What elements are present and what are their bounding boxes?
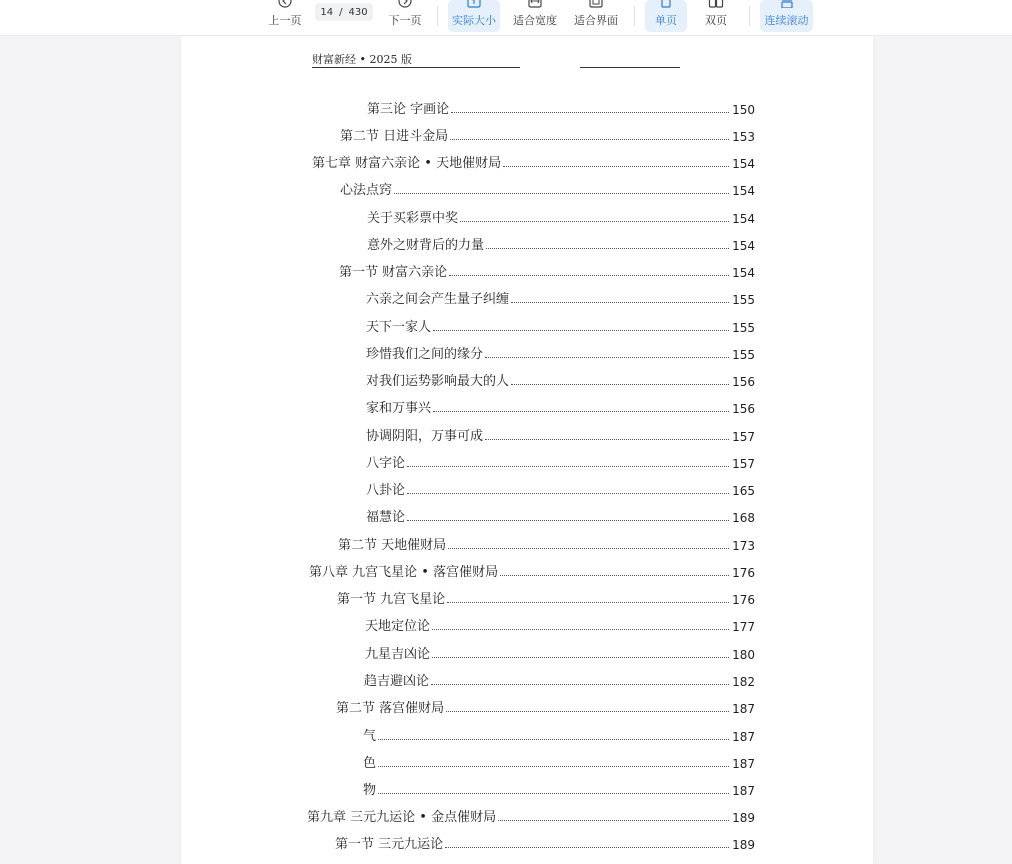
viewer-toolbar — [0, 0, 1012, 36]
fit-page-button[interactable] — [571, 0, 621, 32]
toc-entry[interactable]: 第二节 天地催财局 173 — [338, 538, 755, 553]
actual-size-button[interactable] — [448, 0, 500, 32]
toc-entry[interactable]: 趋吉避凶论 182 — [364, 674, 755, 689]
double-page-label: 双页 — [705, 14, 727, 27]
running-header: 财富新经 • 2025 版 — [312, 53, 412, 66]
actual-size-label: 实际大小 — [452, 14, 496, 27]
toc-entry[interactable]: 第八章 九宫飞星论 • 落宫催财局 176 — [309, 565, 755, 580]
toolbar-divider — [437, 6, 438, 26]
fit-page-icon — [588, 0, 604, 8]
page-number-field[interactable] — [315, 3, 373, 21]
toc-entry[interactable]: 第一节 三元九运论 189 — [335, 837, 755, 852]
toc-entry[interactable]: 第三论 字画论 150 — [367, 102, 755, 117]
header-rule — [580, 67, 680, 68]
next-page-button[interactable] — [386, 0, 424, 32]
continuous-scroll-label: 连续滚动 — [764, 14, 809, 27]
single-page-button[interactable] — [645, 0, 687, 32]
toolbar-divider — [634, 6, 635, 26]
toc-entry[interactable]: 色 187 — [363, 756, 755, 771]
continuous-scroll-button[interactable] — [760, 0, 813, 32]
fit-page-label: 适合界面 — [574, 14, 618, 27]
actual-size-icon — [466, 0, 482, 8]
toc-entry[interactable]: 第七章 财富六亲论 • 天地催财局 154 — [312, 156, 755, 171]
chevron-left-icon — [277, 0, 293, 8]
single-page-label: 单页 — [655, 14, 677, 27]
fit-width-label: 适合宽度 — [513, 14, 557, 27]
document-page — [181, 36, 873, 864]
prev-page-label: 上一页 — [268, 14, 302, 27]
double-page-button[interactable] — [696, 0, 736, 32]
toc-entry[interactable]: 心法点窍 154 — [340, 183, 755, 198]
toc-entry[interactable]: 八卦论 165 — [366, 483, 755, 498]
toc-entry[interactable]: 物 187 — [363, 783, 755, 798]
toc-entry[interactable]: 关于买彩票中奖 154 — [367, 211, 755, 226]
toc-entry[interactable]: 福慧论 168 — [366, 510, 755, 525]
total-pages: 430 — [348, 6, 368, 18]
toc-entry[interactable]: 第二节 日进斗金局 153 — [340, 129, 755, 144]
toc-entry[interactable]: 第一节 九宫飞星论 176 — [337, 592, 755, 607]
toolbar-divider — [749, 6, 750, 26]
fit-width-icon — [527, 0, 543, 8]
toc-entry[interactable]: 九星吉凶论 180 — [365, 647, 755, 662]
toc-entry[interactable]: 六亲之间会产生量子纠缠 155 — [366, 292, 755, 307]
continuous-scroll-icon — [779, 0, 795, 8]
toc-entry[interactable]: 意外之财背后的力量 154 — [367, 238, 755, 253]
toc-entry[interactable]: 第一节 财富六亲论 154 — [339, 265, 755, 280]
toc-entry[interactable]: 第九章 三元九运论 • 金点催财局 189 — [307, 810, 755, 825]
toc-entry[interactable]: 八字论 157 — [366, 456, 755, 471]
double-page-icon — [708, 0, 724, 8]
header-rule — [312, 67, 520, 68]
current-page-input[interactable]: 14 — [320, 6, 334, 18]
next-page-label: 下一页 — [388, 14, 422, 27]
chevron-right-icon — [397, 0, 413, 8]
toc-entry[interactable]: 对我们运势影响最大的人 156 — [366, 374, 755, 389]
toc-entry[interactable]: 协调阴阳，万事可成 157 — [366, 429, 755, 444]
page-separator: / — [339, 6, 343, 18]
fit-width-button[interactable] — [510, 0, 560, 32]
prev-page-button[interactable] — [266, 0, 304, 32]
toc-entry[interactable]: 天地定位论 177 — [365, 619, 755, 634]
toc-entry[interactable]: 家和万事兴 156 — [366, 401, 755, 416]
toc-entry[interactable]: 第二节 落宫催财局 187 — [336, 701, 755, 716]
toc-entry[interactable]: 气 187 — [363, 729, 755, 744]
single-page-icon — [658, 0, 674, 8]
toc-entry[interactable]: 珍惜我们之间的缘分 155 — [366, 347, 755, 362]
toc-entry[interactable]: 天下一家人 155 — [366, 320, 755, 335]
